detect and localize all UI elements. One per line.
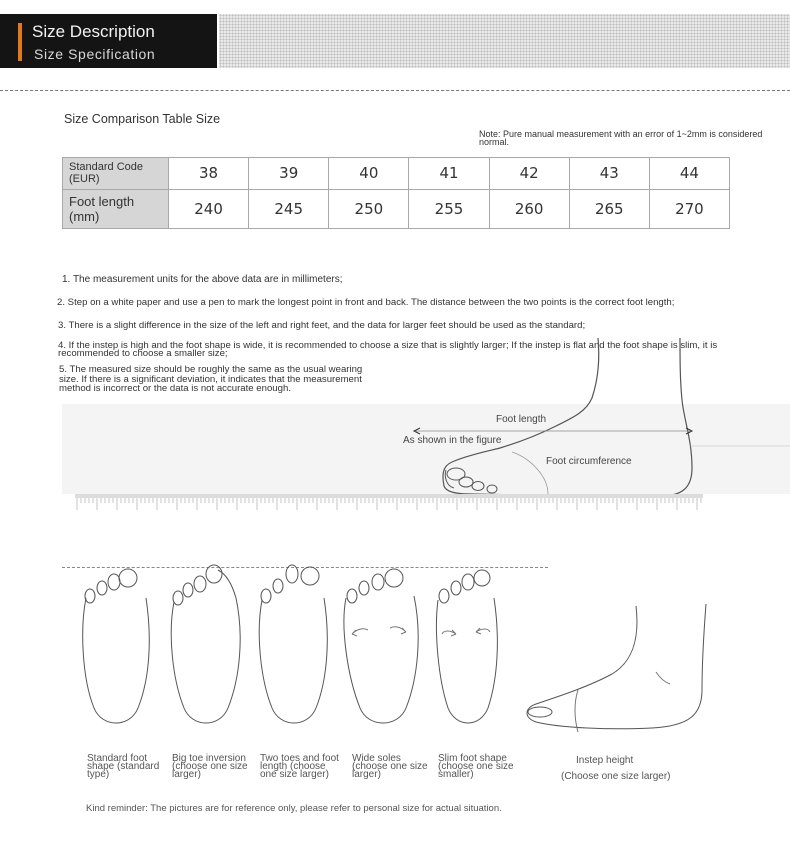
two-toes-foot-icon: [259, 565, 327, 723]
row-label-foot-length: Foot length (mm): [63, 189, 169, 228]
standard-foot-icon: [83, 569, 150, 723]
foot-caption-slim: Slim foot shape (choose one size smaller): [438, 753, 514, 780]
foot-circumference-label: Foot circumference: [546, 456, 632, 467]
instruction-4: 4. If the instep is high and the foot shape is wide, it is recommended to choose a size that is slightly larger; If the instep is flat and the foot shape is slim, it is recommended to choose a smaller size;: [58, 340, 718, 359]
shown-in-figure-label: As shown in the figure: [403, 435, 502, 446]
measurement-note: Note: Pure manual measurement with an error of 1~2mm is considered normal.: [479, 129, 763, 147]
instep-title: Instep height: [576, 755, 634, 766]
foot-length-cell: 260: [489, 189, 569, 228]
foot-length-cell: 250: [329, 189, 409, 228]
instruction-5: 5. The measured size should be roughly the same as the usual wearing size. If there is a significant deviation, it indicates that the measurement method is incorrect or the data is not accurate enough.: [59, 364, 363, 394]
instep-subtitle: (Choose one size larger): [561, 771, 671, 782]
foot-length-cell: 255: [409, 189, 489, 228]
eur-size-cell: 42: [489, 158, 569, 190]
instep-foot-icon: [527, 604, 706, 732]
foot-length-label: Foot length: [496, 414, 547, 425]
eur-size-cell: 44: [649, 158, 729, 190]
eur-size-cell: 39: [249, 158, 329, 190]
foot-length-cell: 240: [169, 189, 249, 228]
foot-caption-two-toes: Two toes and foot length (choose one size larger): [260, 753, 339, 780]
foot-caption-wide: Wide soles (choose one size larger): [352, 753, 428, 780]
wide-sole-foot-icon: [344, 569, 418, 723]
foot-length-cell: 245: [249, 189, 329, 228]
eur-size-cell: 41: [409, 158, 489, 190]
foot-length-cell: 265: [569, 189, 649, 228]
eur-size-cell: 38: [169, 158, 249, 190]
instruction-3: 3. There is a slight difference in the size of the left and right feet, and the data for larger feet should be used as the standard;: [58, 320, 586, 331]
kind-reminder: Kind reminder: The pictures are for reference only, please refer to personal size for actual situation.: [86, 803, 502, 814]
table-title: Size Comparison Table Size: [64, 112, 221, 126]
instruction-1: 1. The measurement units for the above data are in millimeters;: [62, 274, 343, 285]
page-subtitle: Size Specification: [34, 46, 156, 62]
eur-size-cell: 40: [329, 158, 409, 190]
page-title: Size Description: [32, 22, 155, 41]
eur-size-cell: 43: [569, 158, 649, 190]
foot-length-cell: 270: [649, 189, 729, 228]
foot-caption-standard: Standard foot shape (standard type): [87, 753, 160, 780]
instruction-2: 2. Step on a white paper and use a pen to mark the longest point in front and back. The distance between the two points is the correct foot length;: [57, 297, 675, 308]
foot-caption-big-toe: Big toe inversion (choose one size larger): [172, 753, 248, 780]
big-toe-inversion-foot-icon: [171, 565, 240, 723]
slim-foot-icon: [436, 570, 497, 723]
row-label-eur: Standard Code (EUR): [63, 158, 169, 190]
